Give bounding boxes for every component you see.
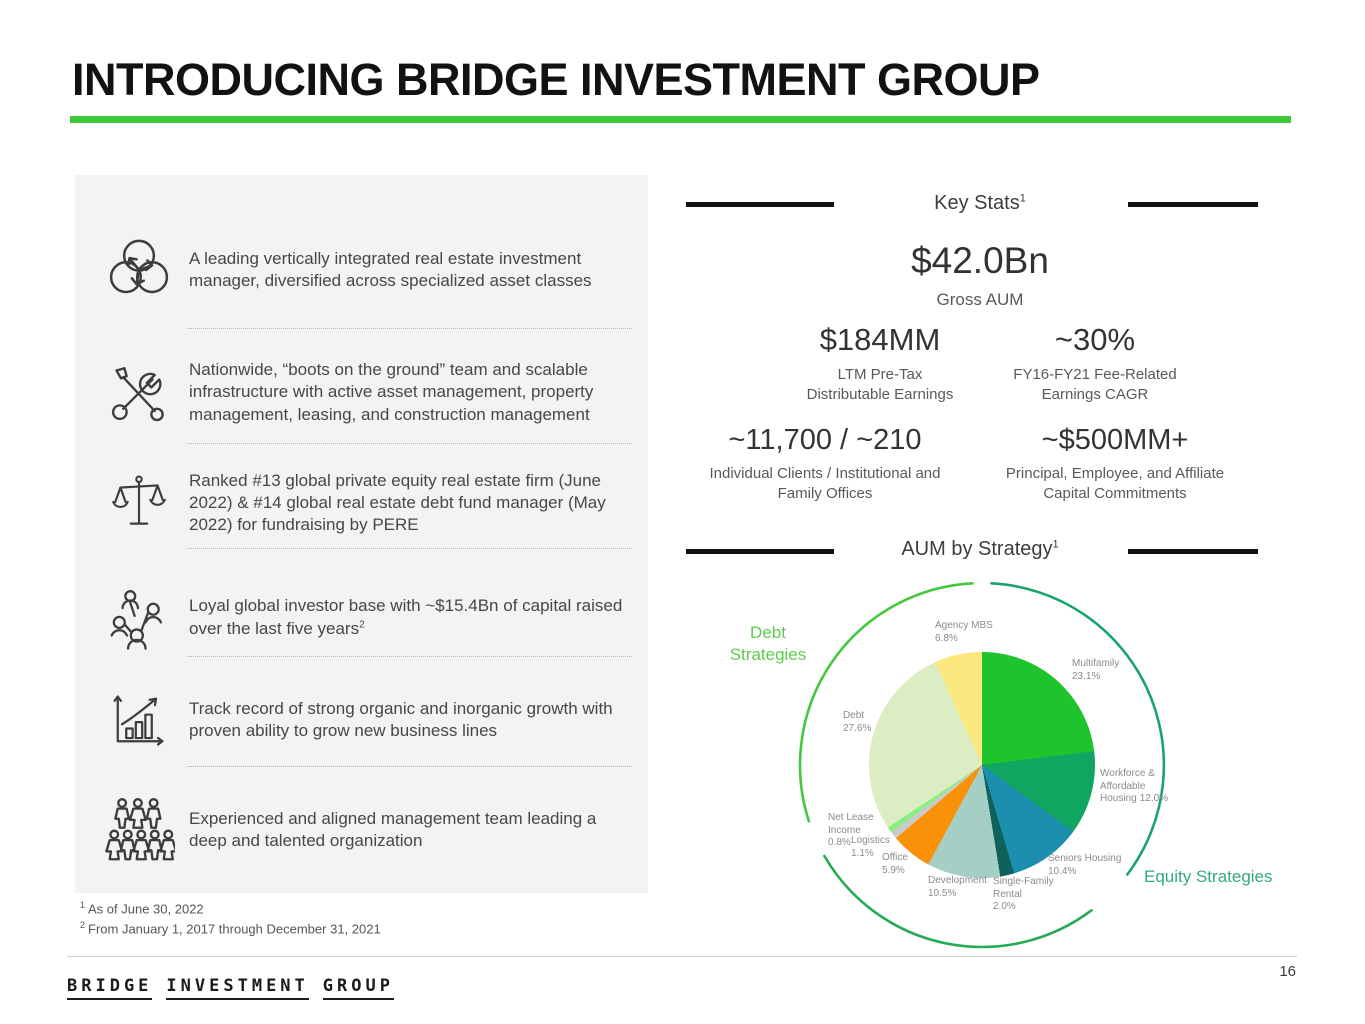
pie-label-development: Development 10.5% [928, 875, 987, 899]
list-item [89, 775, 632, 885]
scales-icon [89, 468, 189, 538]
aum-right-bar [1128, 549, 1258, 554]
stat-label: Principal, Employee, and Affiliate Capital Commitments [1005, 465, 1225, 503]
aum-heading: AUM by Strategy$^1$ [901, 538, 1059, 560]
separator [187, 656, 632, 657]
separator [187, 548, 632, 549]
footnotes [80, 899, 381, 938]
list-item-text: Loyal global investor base with ~$15.4Bn of capital raised over the last five years$^2$ [189, 596, 623, 638]
tools-icon [89, 355, 189, 431]
footer-divider [67, 956, 1297, 957]
logo-word: BRIDGE [67, 976, 152, 1000]
stat-value: $184MM [819, 322, 941, 357]
list-item [89, 205, 632, 335]
equity-strategies-label: Equity Strategies [1144, 867, 1273, 886]
company-logo [67, 976, 408, 996]
title-accent-rule [70, 116, 1291, 123]
list-item-text: Experienced and aligned management team leading a deep and talented organization [189, 808, 597, 850]
aum-left-bar [686, 549, 834, 554]
pie-label-debt: Debt 27.6% [843, 710, 872, 734]
stat-gross-aum [820, 240, 1140, 312]
footnote-1: $^1$ As of June 30, 2022 [80, 900, 204, 917]
stat-fee-cagr [930, 322, 1260, 406]
keystats-heading: Key Stats$^1$ [934, 192, 1026, 214]
list-item-text: Nationwide, “boots on the ground” team and scalable infrastructure with active asset management, property management, leasing, and construction management [189, 360, 594, 424]
pie-label-agency-mbs: Agency MBS 6.8% [935, 620, 993, 644]
stat-label: Gross AUM [936, 290, 1024, 309]
list-item [89, 453, 632, 553]
stat-clients [660, 424, 990, 505]
list-item-text: Ranked #13 global private equity real estate firm (June 2022) & #14 global real estate debt fund manager (May 2022) for fundraising by PERE [189, 470, 606, 535]
separator [187, 328, 632, 329]
aum-pie-chart [869, 652, 1095, 878]
pie-label-seniors-housing: Seniors Housing 10.4% [1048, 853, 1122, 877]
separator [187, 766, 632, 767]
footnote-ref: 2 [359, 618, 365, 630]
keystats-left-bar [686, 202, 834, 207]
stat-value: ~$500MM+ [1041, 424, 1189, 456]
stat-value: $42.0Bn [911, 240, 1049, 281]
logo-word: INVESTMENT [166, 976, 308, 1000]
stat-label: LTM Pre-Tax Distributable Earnings [806, 366, 954, 404]
pie-label-multifamily: Multifamily 23.1% [1072, 658, 1120, 682]
list-item-text: Track record of strong organic and inorganic growth with proven ability to grow new business lines [189, 698, 613, 740]
logo-word: GROUP [323, 976, 394, 1000]
debt-strategies-label: Debt Strategies [729, 623, 807, 665]
stat-commitments [950, 424, 1280, 505]
stat-label: Individual Clients / Institutional and Family Offices [709, 465, 941, 503]
pie-label-net-lease-income: Net Lease Income 0.8% [828, 812, 874, 848]
page-number: 16 [1279, 963, 1296, 980]
highlights-panel [75, 175, 648, 893]
pinwheel-icon [89, 230, 189, 310]
list-item [89, 670, 632, 770]
page-title: INTRODUCING BRIDGE INVESTMENT GROUP [72, 54, 1040, 105]
list-item [89, 560, 632, 675]
team-icon [89, 791, 189, 869]
stat-value: ~11,700 / ~210 [728, 424, 922, 456]
list-item-text: A leading vertically integrated real estate investment manager, diversified across specialized asset classes [189, 248, 592, 290]
pie-label-single-family-rental: Single-Family Rental 2.0% [993, 876, 1054, 912]
growth-chart-icon [89, 684, 189, 756]
pie-label-office: Office 5.9% [882, 852, 908, 876]
footnote-2: $^2$ From January 1, 2017 through December 31, 2021 [80, 919, 381, 936]
pie-label-logistics: Logistics 1.1% [851, 835, 890, 859]
separator [187, 443, 632, 444]
stat-label: FY16-FY21 Fee-Related Earnings CAGR [1013, 366, 1177, 404]
investor-network-icon [89, 581, 189, 655]
pie-label-workforce: Workforce & Affordable Housing 12.0% [1100, 768, 1169, 804]
list-item [89, 335, 632, 450]
keystats-right-bar [1128, 202, 1258, 207]
stat-value: ~30% [1054, 322, 1136, 357]
